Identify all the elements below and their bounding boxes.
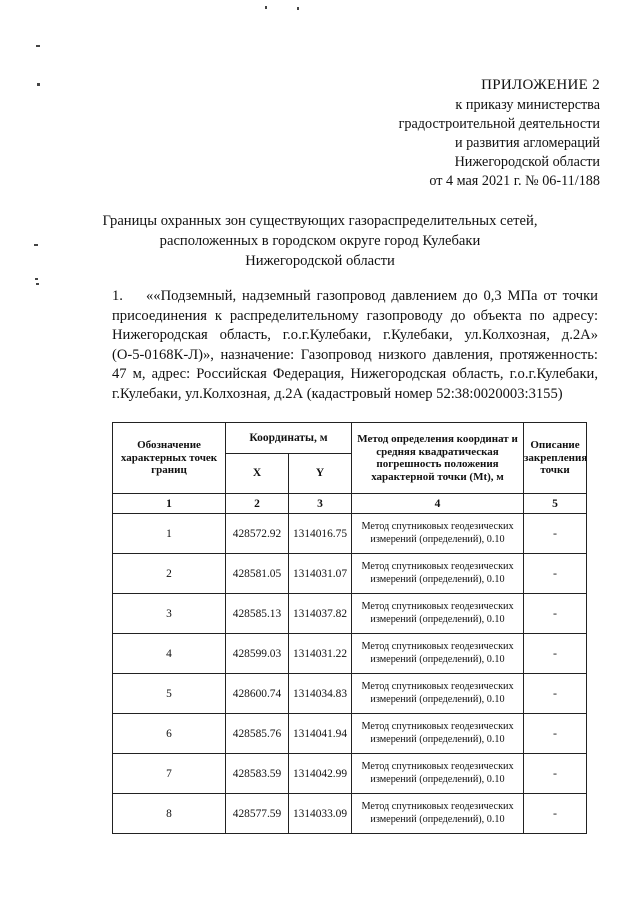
- scan-mark: [265, 6, 267, 9]
- header-method: Метод определения координат и средняя квадратическая погрешность положения характерной точки (Mt), м: [352, 423, 524, 494]
- item-line: (О-5-0168К-Л)», назначение: Газопровод низкого давления, протяженность:: [112, 346, 598, 363]
- item-line: Нижегородская область, г.о.г.Кулебаки, г.Кулебаки, ул.Колхозная, д.2А»: [112, 327, 598, 344]
- scan-mark: [36, 45, 40, 47]
- column-number: 2: [226, 494, 289, 514]
- description-cell: -: [524, 674, 587, 714]
- description-cell: -: [524, 714, 587, 754]
- table-row: [113, 594, 587, 634]
- description-cell: -: [524, 754, 587, 794]
- x-coordinate-cell: 428600.74: [226, 674, 289, 714]
- title-line: Границы охранных зон существующих газораспределительных сетей,: [102, 213, 538, 229]
- scan-mark: [34, 244, 38, 246]
- scan-mark: [36, 283, 39, 285]
- item-line: г.Кулебаки, ул.Колхозная, д.2А (кадастровый номер 52:38:0020003:3155): [112, 385, 563, 402]
- y-coordinate-cell: 1314034.83: [289, 674, 352, 714]
- point-cell: 7: [113, 754, 226, 794]
- item-paragraph: [112, 287, 598, 405]
- table-row: [113, 554, 587, 594]
- appendix-block: [340, 76, 600, 191]
- point-cell: 5: [113, 674, 226, 714]
- appendix-line: градостроительной деятельности: [398, 116, 600, 132]
- point-cell: 8: [113, 794, 226, 834]
- description-cell: -: [524, 594, 587, 634]
- description-cell: -: [524, 794, 587, 834]
- x-coordinate-cell: 428585.76: [226, 714, 289, 754]
- appendix-line: к приказу министерства: [455, 97, 600, 113]
- x-coordinate-cell: 428583.59: [226, 754, 289, 794]
- item-line: [112, 287, 598, 307]
- item-number: 1.: [112, 288, 123, 304]
- method-cell: Метод спутниковых геодезических измерений (определений), 0.10: [352, 754, 524, 794]
- y-coordinate-cell: 1314016.75: [289, 514, 352, 554]
- point-cell: 1: [113, 514, 226, 554]
- y-coordinate-cell: 1314042.99: [289, 754, 352, 794]
- method-cell: Метод спутниковых геодезических измерений (определений), 0.10: [352, 594, 524, 634]
- document-title: [100, 211, 540, 271]
- method-cell: Метод спутниковых геодезических измерений (определений), 0.10: [352, 794, 524, 834]
- table-row: [113, 634, 587, 674]
- title-line: расположенных в городском округе город Кулебаки: [159, 233, 481, 249]
- column-number: 3: [289, 494, 352, 514]
- x-coordinate-cell: 428572.92: [226, 514, 289, 554]
- x-coordinate-cell: 428599.03: [226, 634, 289, 674]
- y-coordinate-cell: 1314037.82: [289, 594, 352, 634]
- description-cell: -: [524, 554, 587, 594]
- y-coordinate-cell: 1314031.07: [289, 554, 352, 594]
- y-coordinate-cell: 1314041.94: [289, 714, 352, 754]
- point-cell: 4: [113, 634, 226, 674]
- appendix-heading: ПРИЛОЖЕНИЕ 2: [481, 77, 600, 93]
- method-cell: Метод спутниковых геодезических измерений (определений), 0.10: [352, 554, 524, 594]
- coordinates-table: [112, 422, 587, 834]
- appendix-line: и развития агломераций: [454, 135, 600, 151]
- table-row: [113, 794, 587, 834]
- method-cell: Метод спутниковых геодезических измерений (определений), 0.10: [352, 634, 524, 674]
- header-y: Y: [289, 454, 352, 494]
- header-point: Обозначение характерных точек границ: [113, 423, 226, 494]
- column-number: 1: [113, 494, 226, 514]
- x-coordinate-cell: 428581.05: [226, 554, 289, 594]
- scan-mark: [37, 83, 40, 86]
- x-coordinate-cell: 428577.59: [226, 794, 289, 834]
- header-coords: Координаты, м: [226, 423, 352, 454]
- method-cell: Метод спутниковых геодезических измерений (определений), 0.10: [352, 714, 524, 754]
- column-number: 5: [524, 494, 587, 514]
- description-cell: -: [524, 634, 587, 674]
- table-row: [113, 754, 587, 794]
- x-coordinate-cell: 428585.13: [226, 594, 289, 634]
- method-cell: Метод спутниковых геодезических измерений (определений), 0.10: [352, 514, 524, 554]
- item-line: 47 м, адрес: Российская Федерация, Нижегородская область, г.о.г.Кулебаки,: [112, 366, 598, 383]
- point-cell: 2: [113, 554, 226, 594]
- column-number-row: [113, 494, 587, 514]
- title-line: Нижегородской области: [245, 253, 395, 269]
- y-coordinate-cell: 1314033.09: [289, 794, 352, 834]
- appendix-line: Нижегородской области: [454, 154, 600, 170]
- column-number: 4: [352, 494, 524, 514]
- table-row: [113, 514, 587, 554]
- item-line-text: ««Подземный, надземный газопровод давлением до 0,3 МПа от точки: [146, 288, 598, 304]
- y-coordinate-cell: 1314031.22: [289, 634, 352, 674]
- method-cell: Метод спутниковых геодезических измерений (определений), 0.10: [352, 674, 524, 714]
- table-row: [113, 674, 587, 714]
- point-cell: 6: [113, 714, 226, 754]
- description-cell: -: [524, 514, 587, 554]
- scan-mark: [35, 278, 38, 280]
- point-cell: 3: [113, 594, 226, 634]
- table-row: [113, 714, 587, 754]
- header-description: Описание закрепления точки: [524, 423, 587, 494]
- appendix-line: от 4 мая 2021 г. № 06-11/188: [429, 173, 600, 189]
- scan-mark: [297, 7, 299, 10]
- header-x: X: [226, 454, 289, 494]
- item-line: присоединения к распределительному газопроводу до объекта по адресу:: [112, 307, 598, 324]
